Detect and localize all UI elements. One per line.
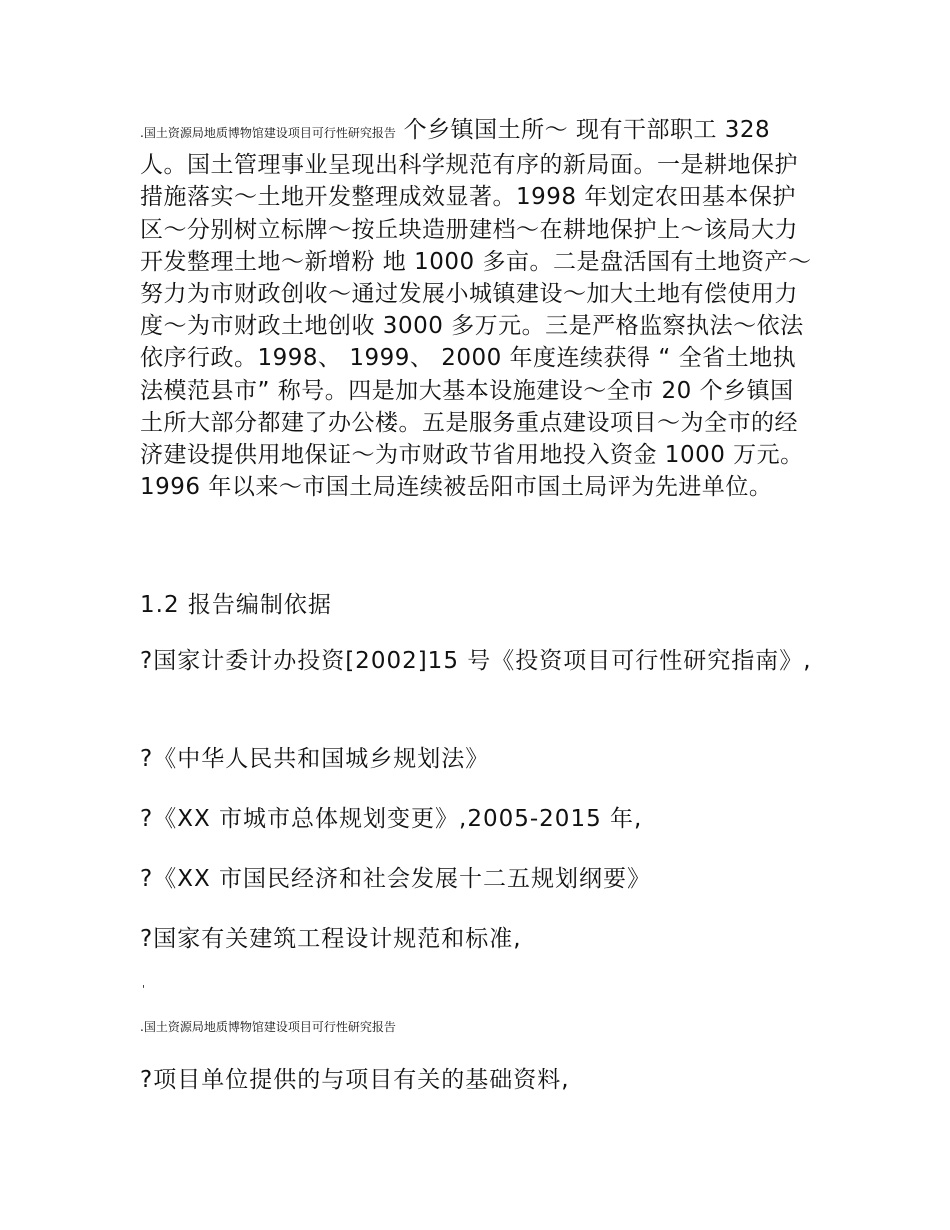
page-mark: ' (142, 983, 146, 996)
basis-item-6: ?项目单位提供的与项目有关的基础资料, (140, 1067, 570, 1093)
basis-item-3: ?《XX 市城市总体规划变更》,2005-2015 年, (140, 806, 643, 832)
page-body (140, 114, 812, 503)
basis-item-1: ?国家计委计办投资[2002]15 号《投资项目可行性研究指南》, (140, 648, 812, 674)
intro-paragraph (140, 114, 812, 503)
section-title: 1.2 报告编制依据 (140, 592, 332, 618)
page-header-2: .国土资源局地质博物馆建设项目可行性研究报告 (140, 1020, 396, 1034)
intro-text: 个乡镇国土所～ 现有干部职工 328 人。国土管理事业呈现出科学规范有序的新局面。一是耕地保护措施落实～土地开发整理成效显著。1998 年划定农田基本保护区～分别树立标牌～按丘块造册建档～在耕地保护上～该局大力开发整理土地～新增粉 地 1000 多亩。二是盘活国有土地资产～努力为市财政创收～通过发展小城镇建设～加大土地有偿使用力度～为市财政土地创收 3000 多万元。三是严格监察执法～依法依序行政。1998、 1999、 2000 年度连续获得 “ 全省土地执法模范县市” 称号。四是加大基本设施建设～全市 20 个乡镇国土所大部分都建了办公楼。五是服务重点建设项目～为全市的经济建设提供用地保证～为市财政节省用地投入资金 1000 万元。1996 年以来～市国土局连续被岳阳市国土局评为先进单位。 (140, 117, 812, 501)
basis-item-5: ?国家有关建筑工程设计规范和标准, (140, 926, 522, 952)
page-header: .国土资源局地质博物馆建设项目可行性研究报告 (140, 126, 396, 140)
basis-item-2: ?《中华人民共和国城乡规划法》 (140, 746, 490, 772)
basis-item-4: ?《XX 市国民经济和社会发展十二五规划纲要》 (140, 866, 652, 892)
